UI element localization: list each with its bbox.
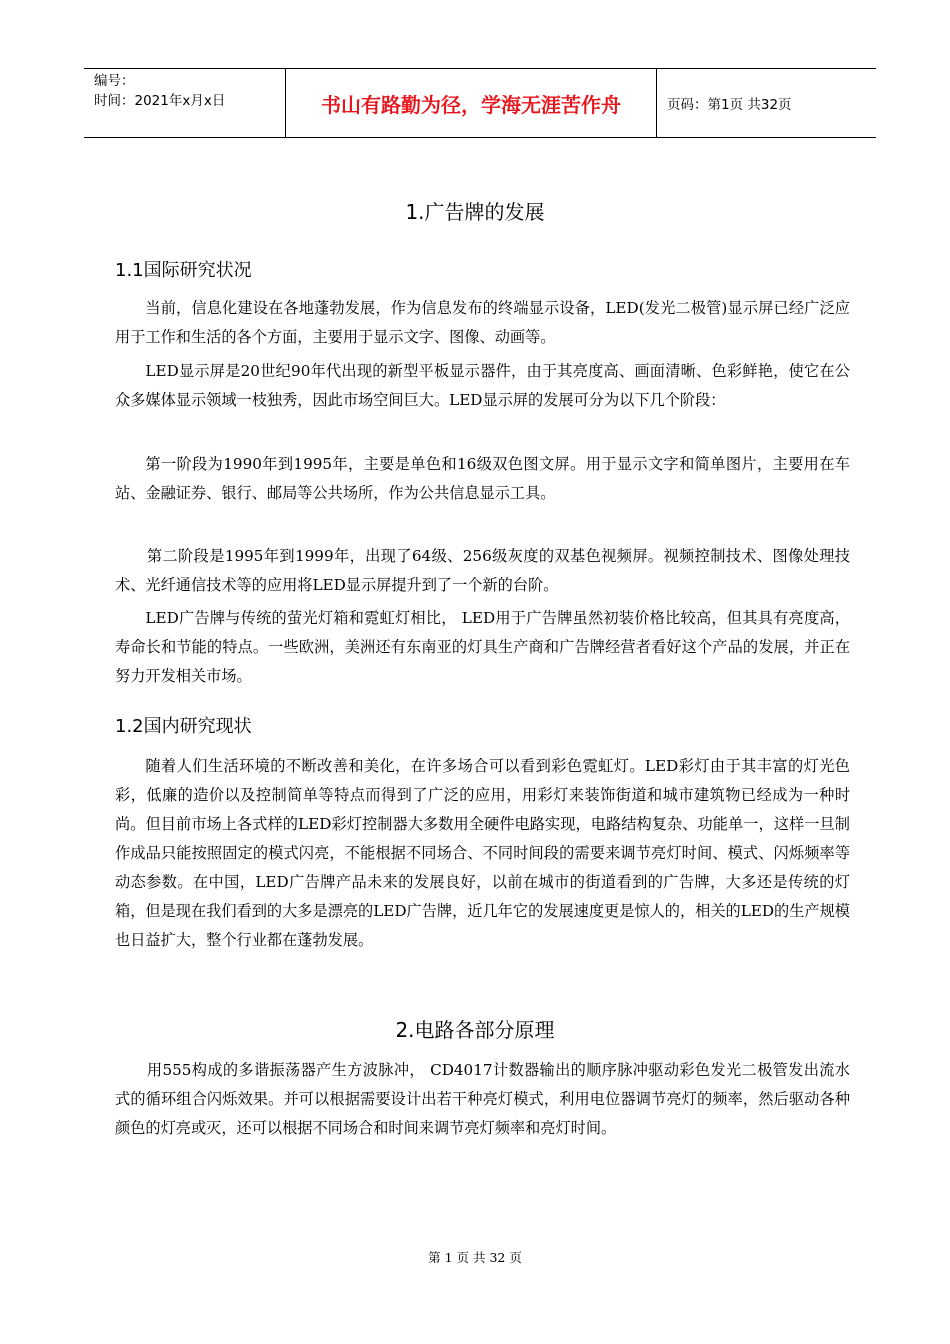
subsection-1-1-heading: 1.1国际研究状况 [115,260,252,281]
section-1-title: 1.广告牌的发展 [405,200,545,224]
paragraph: LED显示屏是20世纪90年代出现的新型平板显示器件，由于其亮度高、画面清晰、色彩鲜艳，使它在公众多媒体显示领域一枝独秀，因此市场空间巨大。LED显示屏的发展可分为以下几个阶段： [115,362,850,409]
header-page-label: 页码：第1页 共32页 [667,97,792,113]
doc-number-label: 编号： [94,73,135,89]
header-motto: 书山有路勤为径，学海无涯苦作舟 [285,69,657,137]
paragraph: LED广告牌与传统的萤光灯箱和霓虹灯相比， LED用于广告牌虽然初装价格比较高，但其具有亮度高，寿命长和节能的特点。一些欧洲，美洲还有东南亚的灯具生产商和广告牌经营者看好这个产品的发展，并正在努力开发相关市场。 [115,609,850,685]
paragraph: 第二阶段是1995年到1999年，出现了64级、256级灰度的双基色视频屏。视频控制技术、图像处理技术、光纤通信技术等的应用将LED显示屏提升到了一个新的台阶。 [115,547,850,594]
paragraph: 第一阶段为1990年到1995年，主要是单色和16级双色图文屏。用于显示文字和简单图片，主要用在车站、金融证券、银行、邮局等公共场所，作为公共信息显示工具。 [115,455,850,502]
paragraph: 当前，信息化建设在各地蓬勃发展，作为信息发布的终端显示设备，LED(发光二极管)显示屏已经广泛应用于工作和生活的各个方面，主要用于显示文字、图像、动画等。 [115,299,850,346]
header-table [84,68,876,138]
section-2-title: 2.电路各部分原理 [395,1018,555,1042]
page-footer: 第 1 页 共 32 页 [428,1250,522,1265]
paragraph: 用555构成的多谐振荡器产生方波脉冲， CD4017计数器输出的顺序脉冲驱动彩色发光二极管发出流水式的循环组合闪烁效果。并可以根据需要设计出若干种亮灯模式，利用电位器调节亮灯的频率，然后驱动各种颜色的灯亮或灭，还可以根据不同场合和时间来调节亮灯频率和亮灯时间。 [115,1061,850,1137]
doc-time-label: 时间：2021年x月x日 [94,93,226,109]
header-meta [84,69,285,137]
paragraph: 随着人们生活环境的不断改善和美化，在许多场合可以看到彩色霓虹灯。LED彩灯由于其丰富的灯光色彩，低廉的造价以及控制简单等特点而得到了广泛的应用，用彩灯来装饰街道和城市建筑物已经成为一种时尚。但目前市场上各式样的LED彩灯控制器大多数用全硬件电路实现，电路结构复杂、功能单一，这样一旦制作成品只能按照固定的模式闪亮，不能根据不同场合、不同时间段的需要来调节亮灯时间、模式、闪烁频率等动态参数。在中国，LED广告牌产品未来的发展良好，以前在城市的街道看到的广告牌，大多还是传统的灯箱，但是现在我们看到的大多是漂亮的LED广告牌，近几年它的发展速度更是惊人的，相关的LED的生产规模也日益扩大，整个行业都在蓬勃发展。 [115,757,850,949]
subsection-1-2-heading: 1.2国内研究现状 [115,716,252,737]
